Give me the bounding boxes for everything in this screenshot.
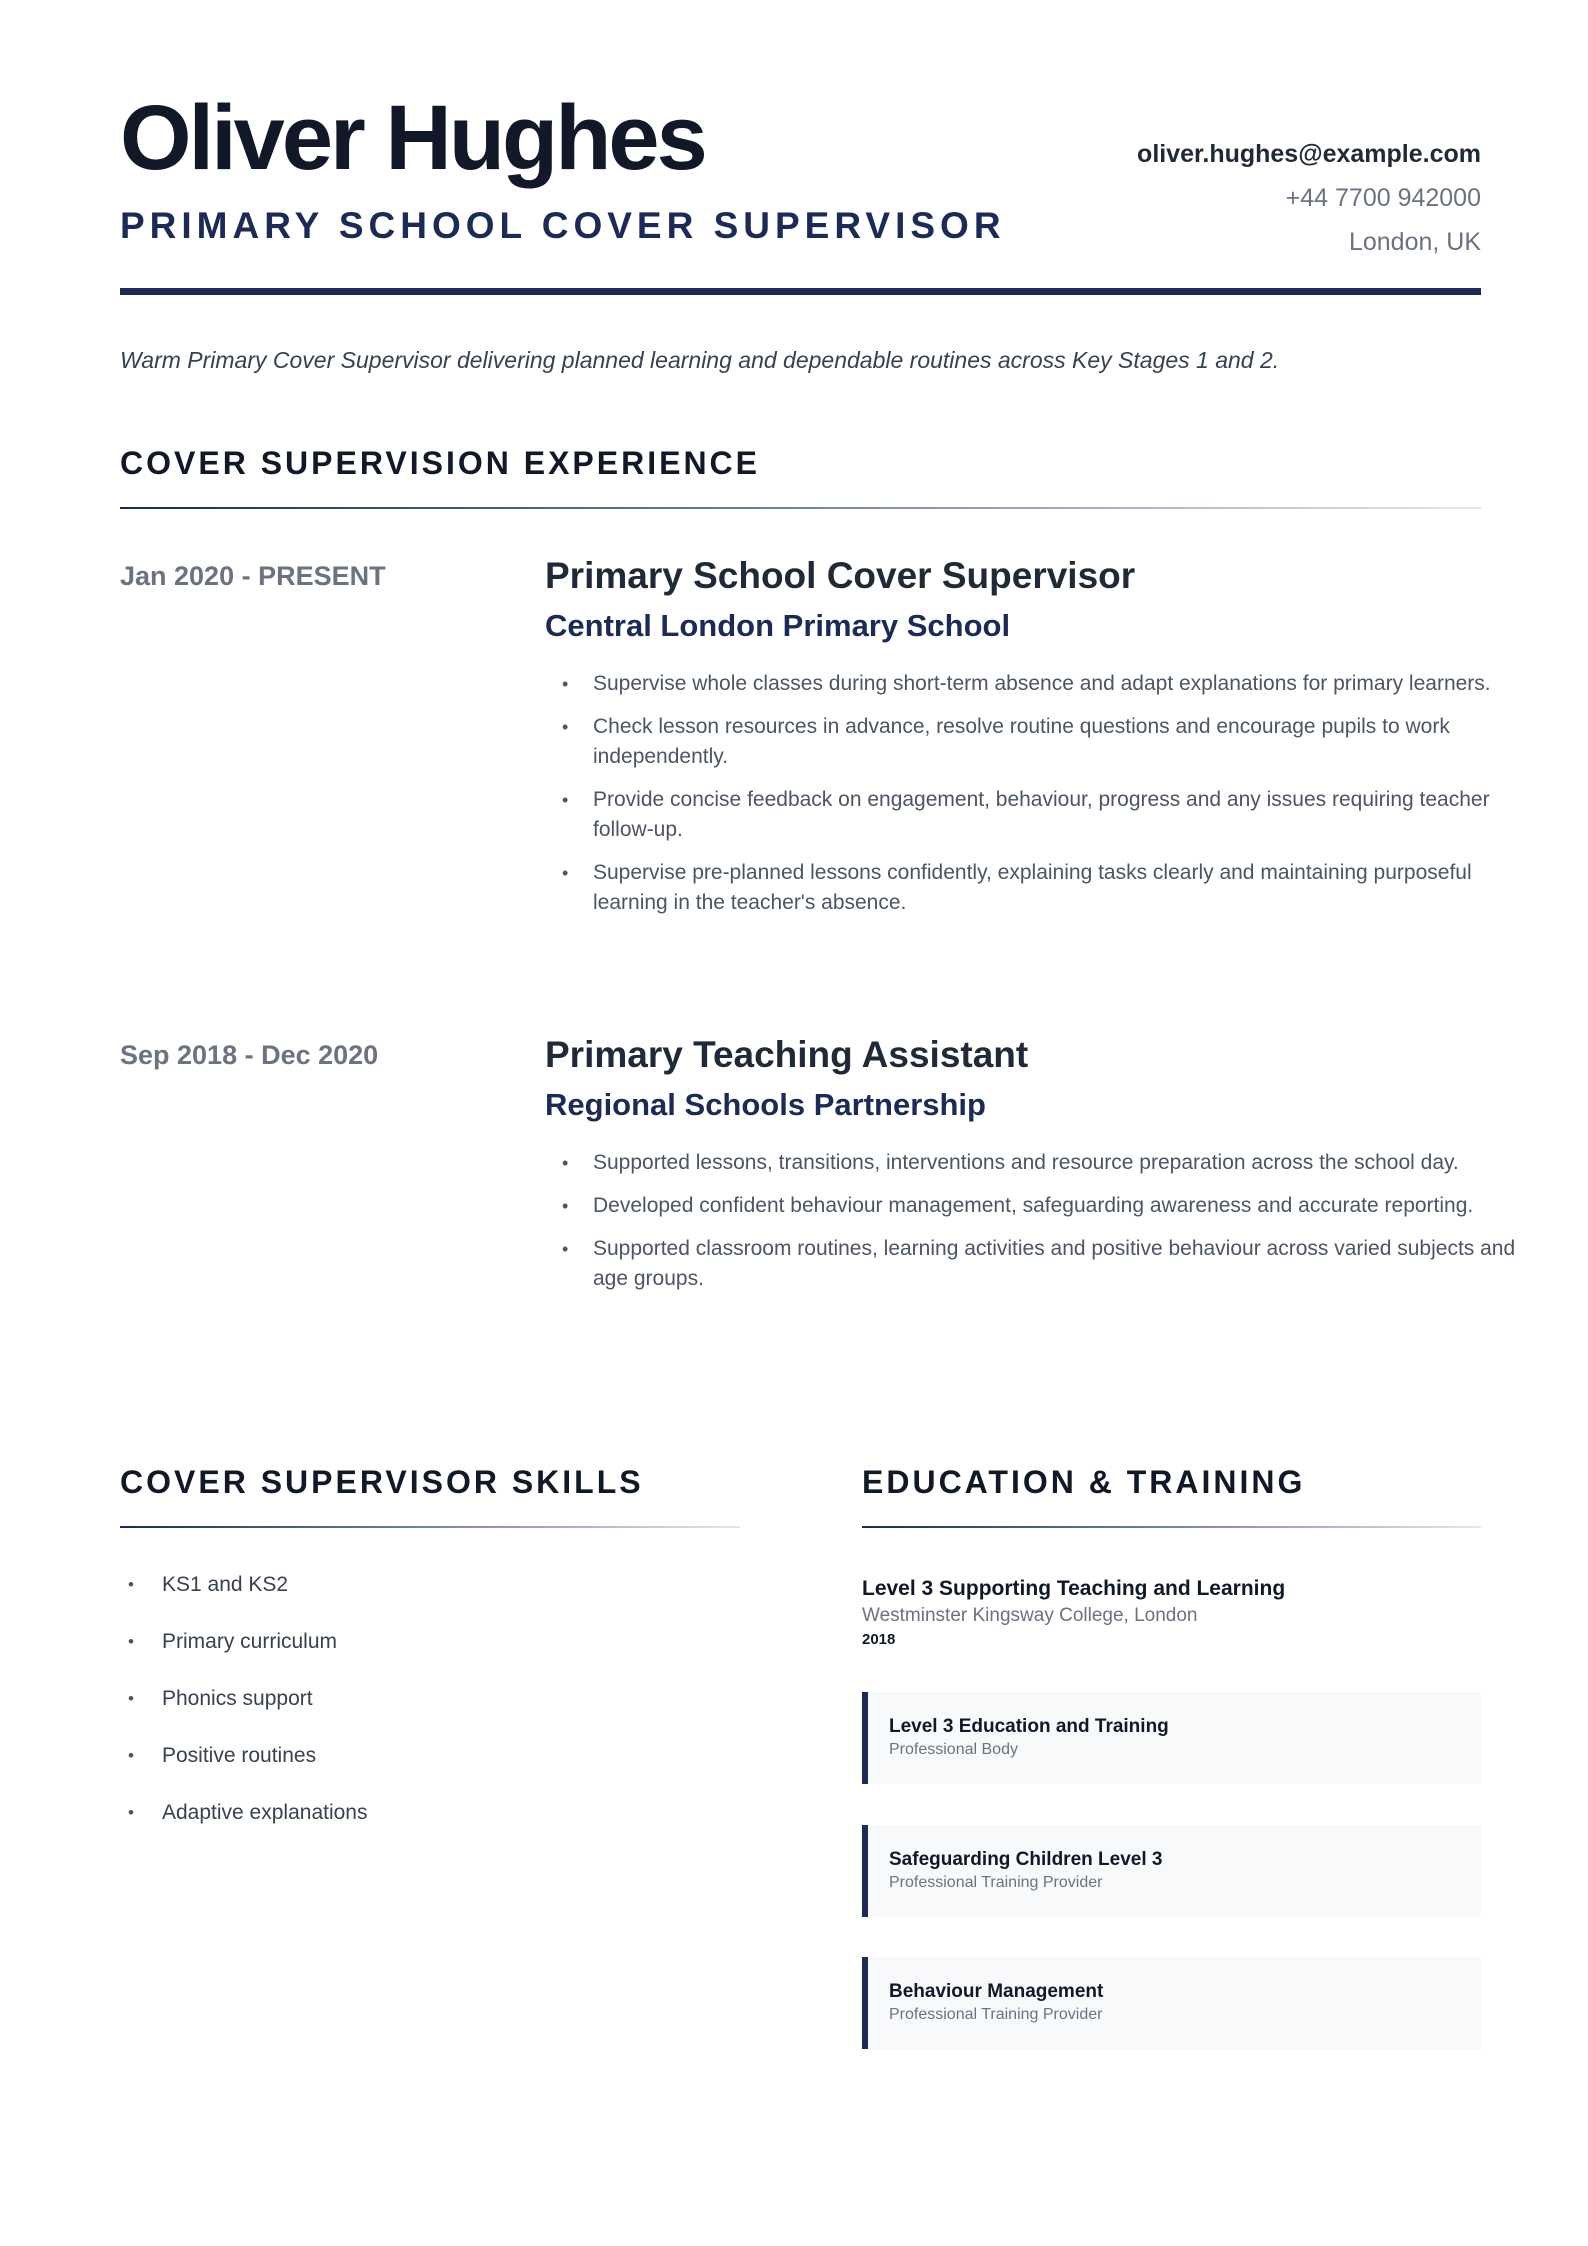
skill-item: • KS1 and KS2: [162, 1572, 367, 1629]
contact-block: [1137, 132, 1481, 264]
skill-item: • Primary curriculum: [162, 1629, 367, 1686]
skills-heading: COVER SUPERVISOR SKILLS: [120, 1464, 644, 1500]
qualification-school: Westminster Kingsway College, London: [862, 1605, 1198, 1626]
job-bullet: • Provide concise feedback on engagement, behaviour, progress and any issues requiring teacher follow-up.: [593, 785, 1529, 845]
job-date: Sep 2018 - Dec 2020: [120, 1040, 379, 1070]
certification-provider: Professional Body: [889, 1741, 1018, 1758]
contact-phone[interactable]: +44 7700 942000: [1285, 184, 1481, 212]
job-bullet: • Supervise whole classes during short-term absence and adapt explanations for primary learners.: [593, 669, 1529, 699]
certification-provider: Professional Training Provider: [889, 2006, 1103, 2023]
header-divider: [120, 288, 1481, 295]
skills-list: [120, 1572, 367, 1857]
skill-item: • Positive routines: [162, 1743, 367, 1800]
certification-card: [862, 1957, 1481, 2049]
certification-title: Behaviour Management: [889, 1981, 1104, 2002]
contact-email[interactable]: oliver.hughes@example.com: [1137, 140, 1481, 168]
certification-title: Safeguarding Children Level 3: [889, 1849, 1163, 1870]
candidate-role: PRIMARY SCHOOL COVER SUPERVISOR: [120, 205, 1006, 246]
qualification-year: 2018: [862, 1631, 896, 1648]
job-bullet: • Supported classroom routines, learning activities and positive behaviour across varied subjects and age groups.: [593, 1234, 1529, 1294]
education-divider: [862, 1526, 1481, 1528]
experience-heading: COVER SUPERVISION EXPERIENCE: [120, 445, 760, 481]
job-bullets: [545, 1148, 1529, 1307]
skill-item: • Adaptive explanations: [162, 1800, 367, 1857]
certification-card: [862, 1692, 1481, 1784]
skills-divider: [120, 1526, 740, 1528]
job-bullets: [545, 669, 1529, 931]
job-bullet: • Supported lessons, transitions, interventions and resource preparation across the school day.: [593, 1148, 1529, 1178]
job-organisation: Regional Schools Partnership: [545, 1087, 986, 1122]
job-date: Jan 2020 - PRESENT: [120, 561, 386, 591]
job-bullet: • Check lesson resources in advance, resolve routine questions and encourage pupils to work independently.: [593, 712, 1529, 772]
job-bullet: • Developed confident behaviour management, safeguarding awareness and accurate reporting.: [593, 1191, 1529, 1221]
education-heading: EDUCATION & TRAINING: [862, 1464, 1306, 1500]
job-title: Primary Teaching Assistant: [545, 1034, 1029, 1075]
education-entry: [862, 1576, 1285, 1650]
candidate-name: Oliver Hughes: [120, 87, 705, 189]
qualification-title: Level 3 Supporting Teaching and Learning: [862, 1577, 1286, 1600]
skill-item: • Phonics support: [162, 1686, 367, 1743]
experience-divider: [120, 507, 1481, 509]
profile-summary: Warm Primary Cover Supervisor delivering planned learning and dependable routines across Key Stages 1 and 2.: [120, 347, 1280, 373]
certification-title: Level 3 Education and Training: [889, 1716, 1169, 1737]
certification-provider: Professional Training Provider: [889, 1874, 1103, 1891]
certification-card: [862, 1825, 1481, 1917]
contact-location: London, UK: [1348, 228, 1481, 256]
job-organisation: Central London Primary School: [545, 608, 1011, 643]
job-title: Primary School Cover Supervisor: [545, 555, 1136, 596]
job-bullet: • Supervise pre-planned lessons confidently, explaining tasks clearly and maintaining purposeful learning in the teacher's absence.: [593, 858, 1529, 918]
